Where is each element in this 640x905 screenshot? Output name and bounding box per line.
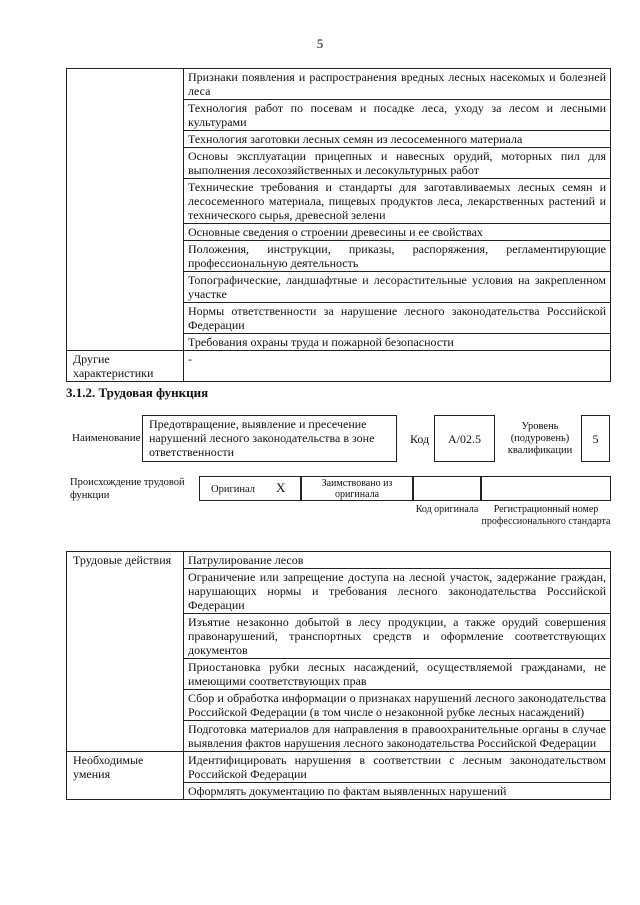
- level-box: [581, 415, 610, 462]
- table-row: [67, 552, 611, 569]
- reg-number-caption: Регистрационный номер профессионального стандарта: [481, 504, 611, 527]
- function-details-table: [66, 551, 611, 800]
- knowledge-item: Основы эксплуатации прицепных и навесных орудий, моторных пил для выполнения лесохозяйственных и лесокультурных работ: [184, 148, 611, 179]
- original-box: [199, 476, 301, 501]
- other-characteristics-value: -: [184, 351, 611, 382]
- page-number: 5: [316, 36, 324, 51]
- code-label: Код: [410, 432, 430, 446]
- skills-label: Необходимые умения: [67, 752, 184, 800]
- code-value: A/02.5: [448, 431, 481, 446]
- knowledge-item: Технология заготовки лесных семян из лесосеменного материала: [184, 131, 611, 148]
- origin-label: Происхождение трудовой функции: [70, 477, 185, 501]
- original-code-caption: Код оригинала: [415, 504, 479, 515]
- skill-item: Оформлять документацию по фактам выявленных нарушений: [184, 783, 611, 800]
- level-label: Уровень (подуровень) квалификации: [507, 421, 573, 456]
- knowledge-item: Технология работ по посевам и посадке леса, уходу за лесом и лесными культурами: [184, 100, 611, 131]
- empty-label-cell: [67, 69, 184, 351]
- code-box: [434, 415, 495, 462]
- other-characteristics-label: Другие характеристики: [67, 351, 184, 382]
- name-label: Наименование: [72, 432, 141, 444]
- reg-number-box: [481, 476, 611, 501]
- knowledge-item: Технические требования и стандарты для заготавливаемых лесных семян и лесосеменного материала, пищевых продуктов леса, лекарственных растений и технического сырья, древесной зелени: [184, 179, 611, 224]
- knowledge-item: Признаки появления и распространения вредных лесных насекомых и болезней леса: [184, 69, 611, 100]
- section-heading: 3.1.2. Трудовая функция: [66, 385, 209, 400]
- original-label: Оригинал: [211, 484, 255, 495]
- level-value: 5: [592, 431, 599, 446]
- function-name-box: [142, 415, 397, 462]
- function-name-text: Предотвращение, выявление и пресечение нарушений лесного законодательства в зоне ответственности: [149, 417, 375, 459]
- knowledge-item: Основные сведения о строении древесины и ее свойствах: [184, 224, 611, 241]
- skill-item: Идентифицировать нарушения в соответствии с лесным законодательством Российской Федерации: [184, 752, 611, 783]
- labor-action-item: Ограничение или запрещение доступа на лесной участок, задержание граждан, нарушающих нормы и требования лесного законодательства Российской Федерации: [184, 569, 611, 614]
- labor-action-item: Сбор и обработка информации о признаках нарушений лесного законодательства Российской Федерации (в том числе о незаконной рубке лесных насаждений): [184, 690, 611, 721]
- knowledge-item: Требования охраны труда и пожарной безопасности: [184, 334, 611, 351]
- labor-action-item: Приостановка рубки лесных насаждений, осуществляемой гражданами, не имеющими соответствующих прав: [184, 659, 611, 690]
- knowledge-table: [66, 68, 611, 382]
- table-row: [67, 351, 611, 382]
- labor-actions-label: Трудовые действия: [67, 552, 184, 752]
- table-row: [67, 69, 611, 100]
- knowledge-item: Положения, инструкции, приказы, распоряжения, регламентирующие профессиональную деятельность: [184, 241, 611, 272]
- labor-action-item: Патрулирование лесов: [184, 552, 611, 569]
- borrowed-label: Заимствовано из оригинала: [321, 477, 393, 500]
- table-row: [67, 752, 611, 783]
- knowledge-item: Топографические, ландшафтные и лесорастительные условия на закрепленном участке: [184, 272, 611, 303]
- original-mark: X: [276, 480, 286, 495]
- borrowed-box: [301, 476, 413, 501]
- original-code-box: [413, 476, 481, 501]
- knowledge-item: Нормы ответственности за нарушение лесного законодательства Российской Федерации: [184, 303, 611, 334]
- labor-action-item: Изъятие незаконно добытой в лесу продукции, а также орудий совершения правонарушений, транспортных средств и оформление соответствующих документов: [184, 614, 611, 659]
- labor-action-item: Подготовка материалов для направления в правоохранительные органы в случае выявления фактов нарушения лесного законодательства Российской Федерации: [184, 721, 611, 752]
